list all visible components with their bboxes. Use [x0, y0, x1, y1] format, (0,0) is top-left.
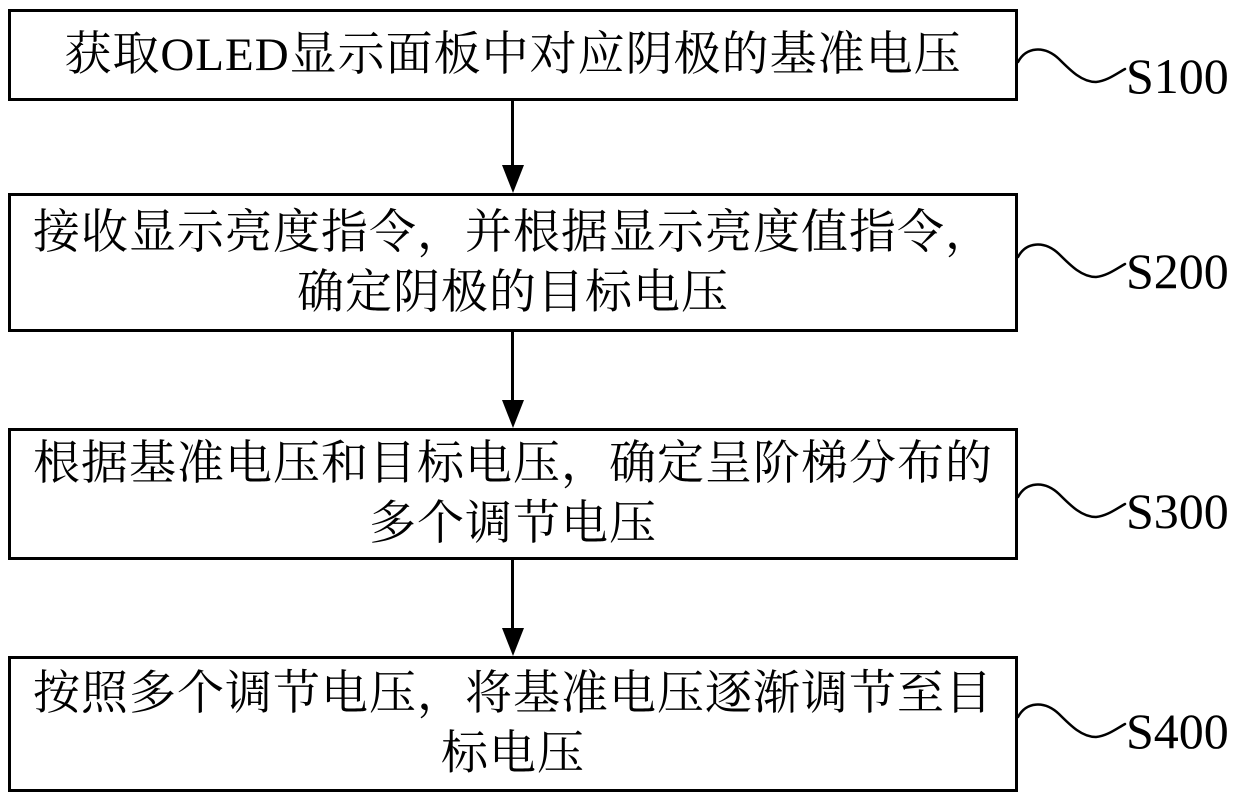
step-s200-text-line-2: 确定阴极的目标电压 [297, 266, 729, 319]
step-label-s200: S200 [1126, 243, 1229, 299]
step-s300-text-line-1: 根据基准电压和目标电压，确定呈阶梯分布的 [33, 438, 993, 490]
flow-arrow-2-head-icon [502, 400, 524, 428]
step-s400-text-line-2: 标电压 [441, 728, 585, 780]
step-box-s300 [8, 428, 1018, 560]
step-label-s400: S400 [1126, 703, 1229, 759]
squiggle-connector-s400 [1016, 693, 1128, 743]
step-s300-text-line-2: 多个调节电压 [369, 498, 657, 550]
flow-arrow-2-line [511, 332, 514, 402]
flow-arrow-3-head-icon [502, 628, 524, 656]
step-label-s100: S100 [1126, 48, 1229, 104]
step-s400-text-line-1: 按照多个调节电压，将基准电压逐渐调节至目 [33, 668, 993, 720]
squiggle-connector-s300 [1016, 473, 1128, 523]
step-box-s400 [8, 656, 1018, 792]
squiggle-connector-s100 [1016, 38, 1128, 88]
flow-arrow-1-line [511, 101, 514, 167]
step-box-s100 [8, 9, 1018, 101]
flow-arrow-1-head-icon [502, 165, 524, 193]
step-s100-text-line: 获取OLED显示面板中对应阴极的基准电压 [64, 29, 962, 81]
step-label-s300: S300 [1126, 483, 1229, 539]
step-box-s200 [8, 193, 1018, 332]
step-s200-text-line-1: 接收显示亮度指令，并根据显示亮度值指令， [33, 206, 993, 259]
flow-arrow-3-line [511, 560, 514, 630]
squiggle-connector-s200 [1016, 233, 1128, 283]
